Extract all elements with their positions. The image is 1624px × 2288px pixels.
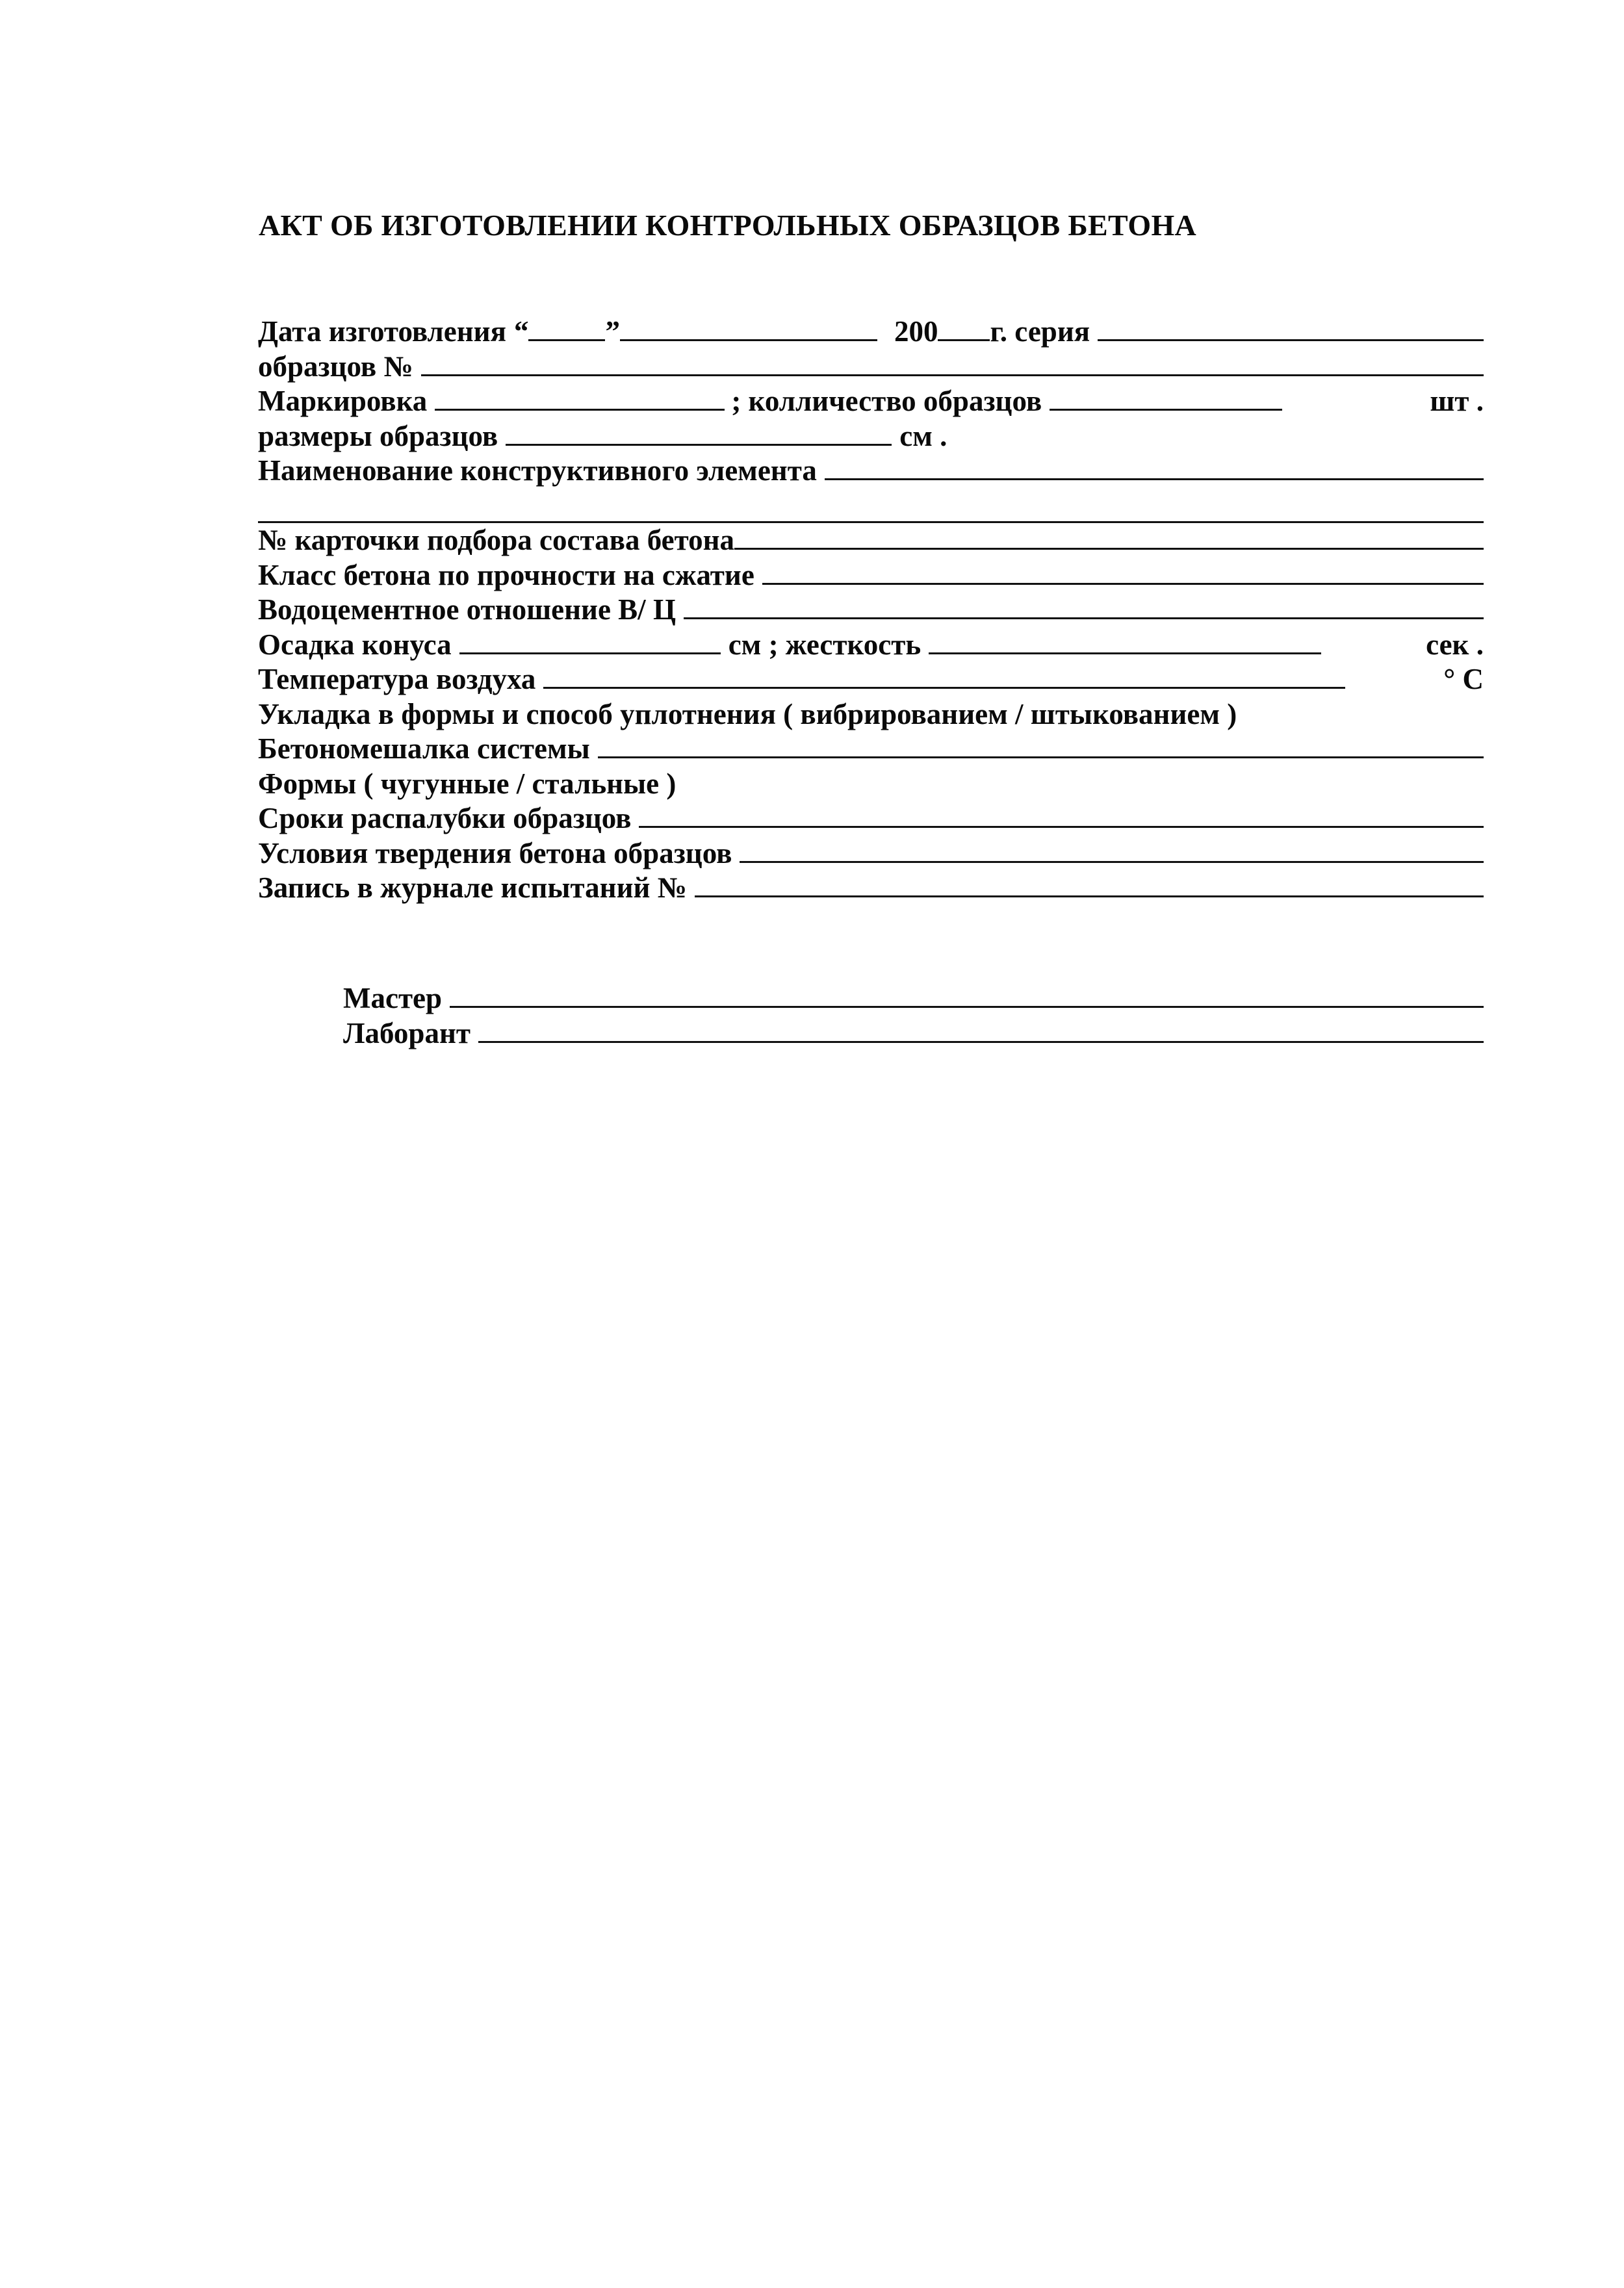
placing-label: Укладка в формы и способ уплотнения ( вибрированием / штыкованием ) — [258, 697, 1237, 730]
slump-unit: см ; жесткость — [728, 628, 922, 661]
date-close-quote: ” — [605, 315, 620, 348]
marking-label: Маркировка — [258, 385, 428, 417]
mixer-row — [258, 732, 1484, 767]
mixer-field[interactable] — [598, 756, 1484, 758]
marking-field[interactable] — [435, 408, 725, 411]
quantity-label: ; колличество образцов — [731, 385, 1042, 417]
master-label: Мастер — [343, 982, 443, 1014]
wc-ratio-field[interactable] — [684, 617, 1484, 619]
log-label: Запись в журнале испытаний № — [258, 871, 687, 904]
master-signature-field[interactable] — [450, 1005, 1484, 1008]
wc-ratio-row — [258, 593, 1484, 628]
series-label: г. серия — [990, 315, 1090, 348]
slump-label: Осадка конуса — [258, 628, 452, 661]
strength-class-label: Класс бетона по прочности на сжатие — [258, 558, 754, 591]
year-field[interactable] — [938, 339, 990, 341]
date-row — [258, 315, 1484, 350]
air-temp-row — [258, 662, 1484, 697]
element-name-field[interactable] — [825, 478, 1484, 480]
stiffness-unit: сек . — [1426, 628, 1484, 661]
placing-row — [258, 697, 1484, 732]
curing-label: Условия твердения бетона образцов — [258, 836, 732, 869]
molds-label: Формы ( чугунные / стальные ) — [258, 767, 677, 800]
strength-class-row — [258, 558, 1484, 593]
samples-no-field[interactable] — [421, 374, 1484, 376]
stripping-field[interactable] — [639, 825, 1484, 828]
molds-row — [258, 767, 1484, 802]
marking-row — [258, 384, 1484, 419]
day-field[interactable] — [528, 339, 605, 341]
document-title: АКТ ОБ ИЗГОТОВЛЕНИИ КОНТРОЛЬНЫХ ОБРАЗЦОВ БЕТОНА — [259, 209, 1197, 242]
date-open-quote: “ — [513, 315, 529, 348]
sizes-row — [258, 419, 1484, 454]
master-row — [343, 981, 1484, 1016]
quantity-field[interactable] — [1050, 408, 1282, 411]
month-field[interactable] — [620, 339, 877, 341]
series-field[interactable] — [1098, 339, 1484, 341]
mix-card-label: № карточки подбора состава бетона — [258, 524, 735, 556]
sizes-unit: см . — [899, 419, 947, 452]
mixer-label: Бетономешалка системы — [258, 732, 590, 765]
samples-no-row — [258, 350, 1484, 385]
element-name-label: Наименование конструктивного элемента — [258, 454, 817, 487]
quantity-unit: шт . — [1430, 385, 1484, 417]
log-field[interactable] — [695, 895, 1484, 897]
lab-label: Лаборант — [343, 1016, 470, 1049]
year-prefix: 200 — [894, 315, 938, 348]
curing-field[interactable] — [740, 860, 1484, 863]
lab-signature-field[interactable] — [478, 1040, 1484, 1043]
log-row — [258, 871, 1484, 906]
curing-row — [258, 836, 1484, 871]
samples-no-label: образцов № — [258, 350, 413, 383]
stiffness-field[interactable] — [929, 652, 1321, 654]
date-label: Дата изготовления — [258, 315, 506, 348]
slump-field[interactable] — [459, 652, 721, 654]
stripping-row — [258, 801, 1484, 836]
wc-ratio-label: Водоцементное отношение В/ Ц — [258, 593, 676, 626]
element-name-row — [258, 454, 1484, 489]
stripping-label: Сроки распалубки образцов — [258, 802, 632, 834]
air-temp-label: Температура воздуха — [258, 663, 536, 695]
signatures-block — [343, 981, 1484, 1051]
mix-card-field[interactable] — [734, 547, 1484, 550]
lab-row — [343, 1016, 1484, 1051]
air-temp-unit: ° С — [1443, 663, 1484, 695]
mix-card-row — [258, 523, 1484, 558]
sizes-field[interactable] — [506, 443, 892, 446]
sample-form — [258, 315, 1484, 906]
element-name-continuation-field[interactable] — [258, 489, 1484, 524]
strength-class-field[interactable] — [762, 582, 1484, 585]
air-temp-field[interactable] — [543, 686, 1345, 689]
slump-row — [258, 628, 1484, 663]
sizes-label: размеры образцов — [258, 419, 498, 452]
